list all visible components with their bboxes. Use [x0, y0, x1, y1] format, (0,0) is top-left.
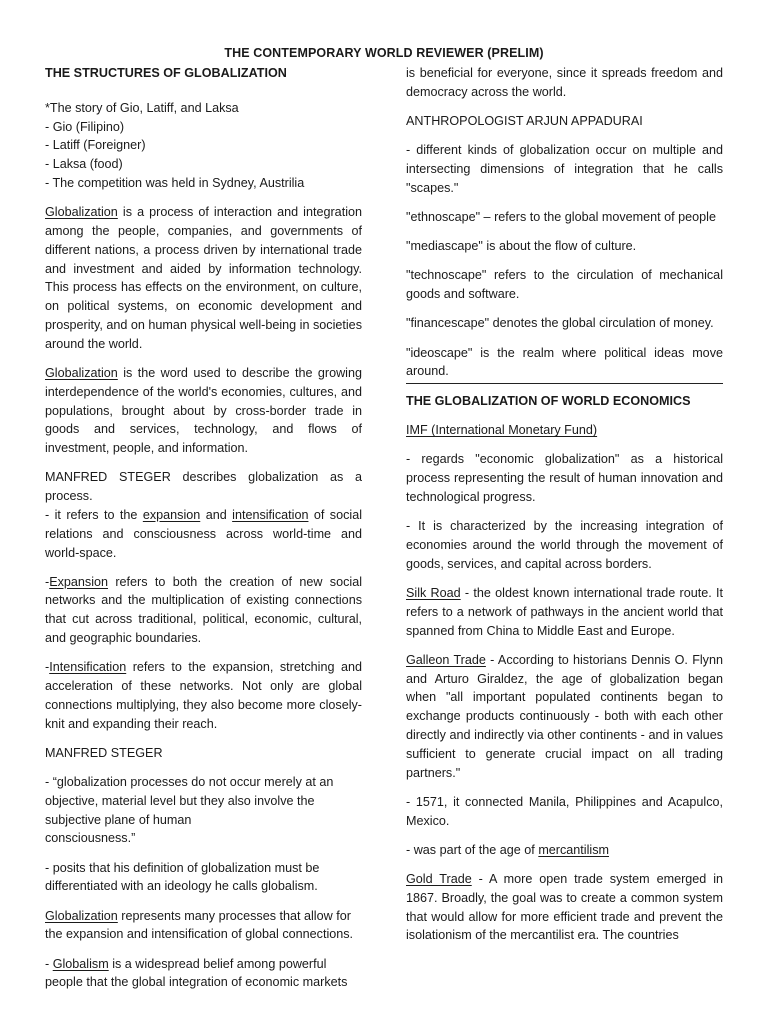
story-line: - The competition was held in Sydney, Austrilia — [45, 175, 305, 190]
posits-line: - posits that his definition of globalization must be — [45, 860, 320, 875]
steger-heading: MANFRED STEGER — [45, 745, 163, 760]
processes-line: the expansion and intensification of global connections. — [45, 927, 354, 942]
story-line: - Gio (Filipino) — [45, 119, 125, 134]
financescape-paragraph: "financescape" denotes the global circulation of money. — [406, 316, 714, 331]
term-globalization: Globalization — [45, 365, 118, 380]
dash: - — [45, 574, 50, 589]
galleon-trade-paragraph — [406, 651, 723, 783]
steger-paragraph — [45, 468, 362, 562]
technoscape-paragraph: "technoscape" refers to the circulation of mechanical goods and software. — [406, 268, 723, 302]
expansion-paragraph — [45, 573, 362, 648]
posits-paragraph — [45, 859, 362, 897]
quote-line: objective, material level but they also involve the — [45, 793, 315, 808]
steger-text: of social relations and consciousness across world-time and world-space. — [45, 507, 363, 560]
ideoscape-paragraph: "ideoscape" is the realm where political ideas move around. — [406, 345, 723, 379]
posits-line: differentiated with an ideology he calls globalism. — [45, 879, 318, 894]
quote-line: - “globalization processes do not occur merely at an — [45, 775, 334, 790]
term-expansion: expansion — [142, 507, 201, 522]
galleon-trade-text: - According to historians Dennis O. Flynn and Arturo Giraldez, the age of globalization began when "all important populated continents began to exchange products continuously - both with each other directly and indirectly via other continents - and in values sufficient to generate crucial impact on all trading partners." — [406, 652, 723, 780]
silk-road-paragraph — [406, 584, 723, 640]
term-globalization: Globalization — [45, 205, 118, 220]
document-title: THE CONTEMPORARY WORLD REVIEWER (PRELIM) — [224, 46, 544, 60]
term-intensification: Intensification — [49, 660, 127, 675]
mediascape-paragraph: "mediascape" is about the flow of culture. — [406, 239, 637, 254]
galleon-1571-paragraph: - 1571, it connected Manila, Philippines and Acapulco, Mexico. — [406, 794, 723, 828]
globalism-continuation: is beneficial for everyone, since it spreads freedom and democracy across the world. — [406, 66, 723, 99]
definition-text: is the word used to describe the growing interdependence of the world's economies, cultures, and populations, brought about by cross-border trade in goods and services, technology, and flows of investment, people, and information. — [45, 365, 362, 456]
gold-trade-text: - A more open trade system emerged in 1867. Broadly, the goal was to create a common system that would allow for more efficient trade and prevent the isolationism of the mercantilist era. The countries — [406, 871, 723, 943]
right-column — [406, 64, 723, 956]
expansion-text: refers to both the creation of new social networks and the multiplication of existing connections that cut across traditional, political, economic, cultural, and geographic boundaries. — [45, 574, 362, 646]
globalization-processes-paragraph — [45, 907, 362, 945]
section-heading-structures: THE STRUCTURES OF GLOBALIZATION — [45, 66, 287, 80]
mercantilism-text: - was part of the age of — [406, 842, 539, 857]
intensification-paragraph — [45, 658, 362, 733]
globalism-paragraph — [45, 955, 362, 993]
globalization-definition-2 — [45, 364, 362, 458]
globalism-line — [45, 955, 362, 974]
left-column — [45, 64, 362, 1003]
globalization-definition-1 — [45, 203, 362, 353]
story-block — [45, 99, 362, 193]
scapes-paragraph: - different kinds of globalization occur on multiple and intersecting dimensions of integration that he calls "scapes." — [406, 143, 723, 195]
imf-heading: IMF (International Monetary Fund) — [406, 423, 598, 438]
quote-line: subjective plane of human — [45, 812, 192, 827]
term-silk-road: Silk Road — [406, 586, 461, 601]
imf-paragraph-2: - It is characterized by the increasing integration of economies around the world through the movement of goods, services, and capital across borders. — [406, 519, 723, 571]
term-globalization: Globalization — [45, 908, 118, 923]
term-globalism: Globalism — [52, 956, 109, 971]
processes-line — [45, 907, 362, 926]
mercantilism-paragraph — [406, 841, 723, 860]
term-mercantilism: mercantilism — [538, 842, 609, 857]
steger-text: - it refers to the — [45, 507, 143, 522]
story-line: *The story of Gio, Latiff, and Laksa — [45, 100, 239, 115]
term-galleon-trade: Galleon Trade — [406, 652, 486, 667]
section-heading-world-economics: THE GLOBALIZATION OF WORLD ECONOMICS — [406, 394, 691, 409]
story-line: - Laksa (food) — [45, 157, 123, 172]
imf-paragraph-1: - regards "economic globalization" as a historical process representing the result of human innovation and technological progress. — [406, 452, 723, 505]
steger-quote — [45, 773, 362, 848]
term-expansion: Expansion — [49, 574, 109, 589]
globalism-text: is a widespread belief among powerful — [108, 956, 327, 971]
story-line: - Latiff (Foreigner) — [45, 138, 146, 153]
steger-text: and — [200, 507, 233, 522]
dash: - — [45, 660, 50, 675]
globalism-line: people that the global integration of economic markets — [45, 975, 348, 990]
appadurai-heading: ANTHROPOLOGIST ARJUN APPADURAI — [406, 113, 643, 128]
section-divider — [406, 383, 723, 384]
definition-text: is a process of interaction and integration among the people, companies, and governments of different nations, a process driven by international trade and investment and aided by information technology. This process has effects on the environment, on culture, on political systems, on economic development and prosperity, and on human physical well-being in societies around the world. — [45, 205, 362, 351]
quote-line: consciousness.” — [45, 831, 136, 846]
ethnoscape-paragraph: "ethnoscape" – refers to the global movement of people — [406, 209, 716, 224]
dash: - — [45, 956, 53, 971]
term-intensification: intensification — [232, 507, 309, 522]
processes-text: represents many processes that allow for — [117, 908, 351, 923]
steger-intro: MANFRED STEGER describes globalization as a process. — [45, 470, 362, 504]
intensification-text: refers to the expansion, stretching and acceleration of these networks. Not only are global connections multiplying, they also become more closely-knit and expanding their reach. — [45, 660, 362, 731]
term-gold-trade: Gold Trade — [406, 871, 472, 886]
gold-trade-paragraph — [406, 870, 723, 945]
silk-road-text: - the oldest known international trade route. It refers to a network of pathways in the ancient world that spanned from China to Middle East and Europe. — [406, 586, 723, 638]
